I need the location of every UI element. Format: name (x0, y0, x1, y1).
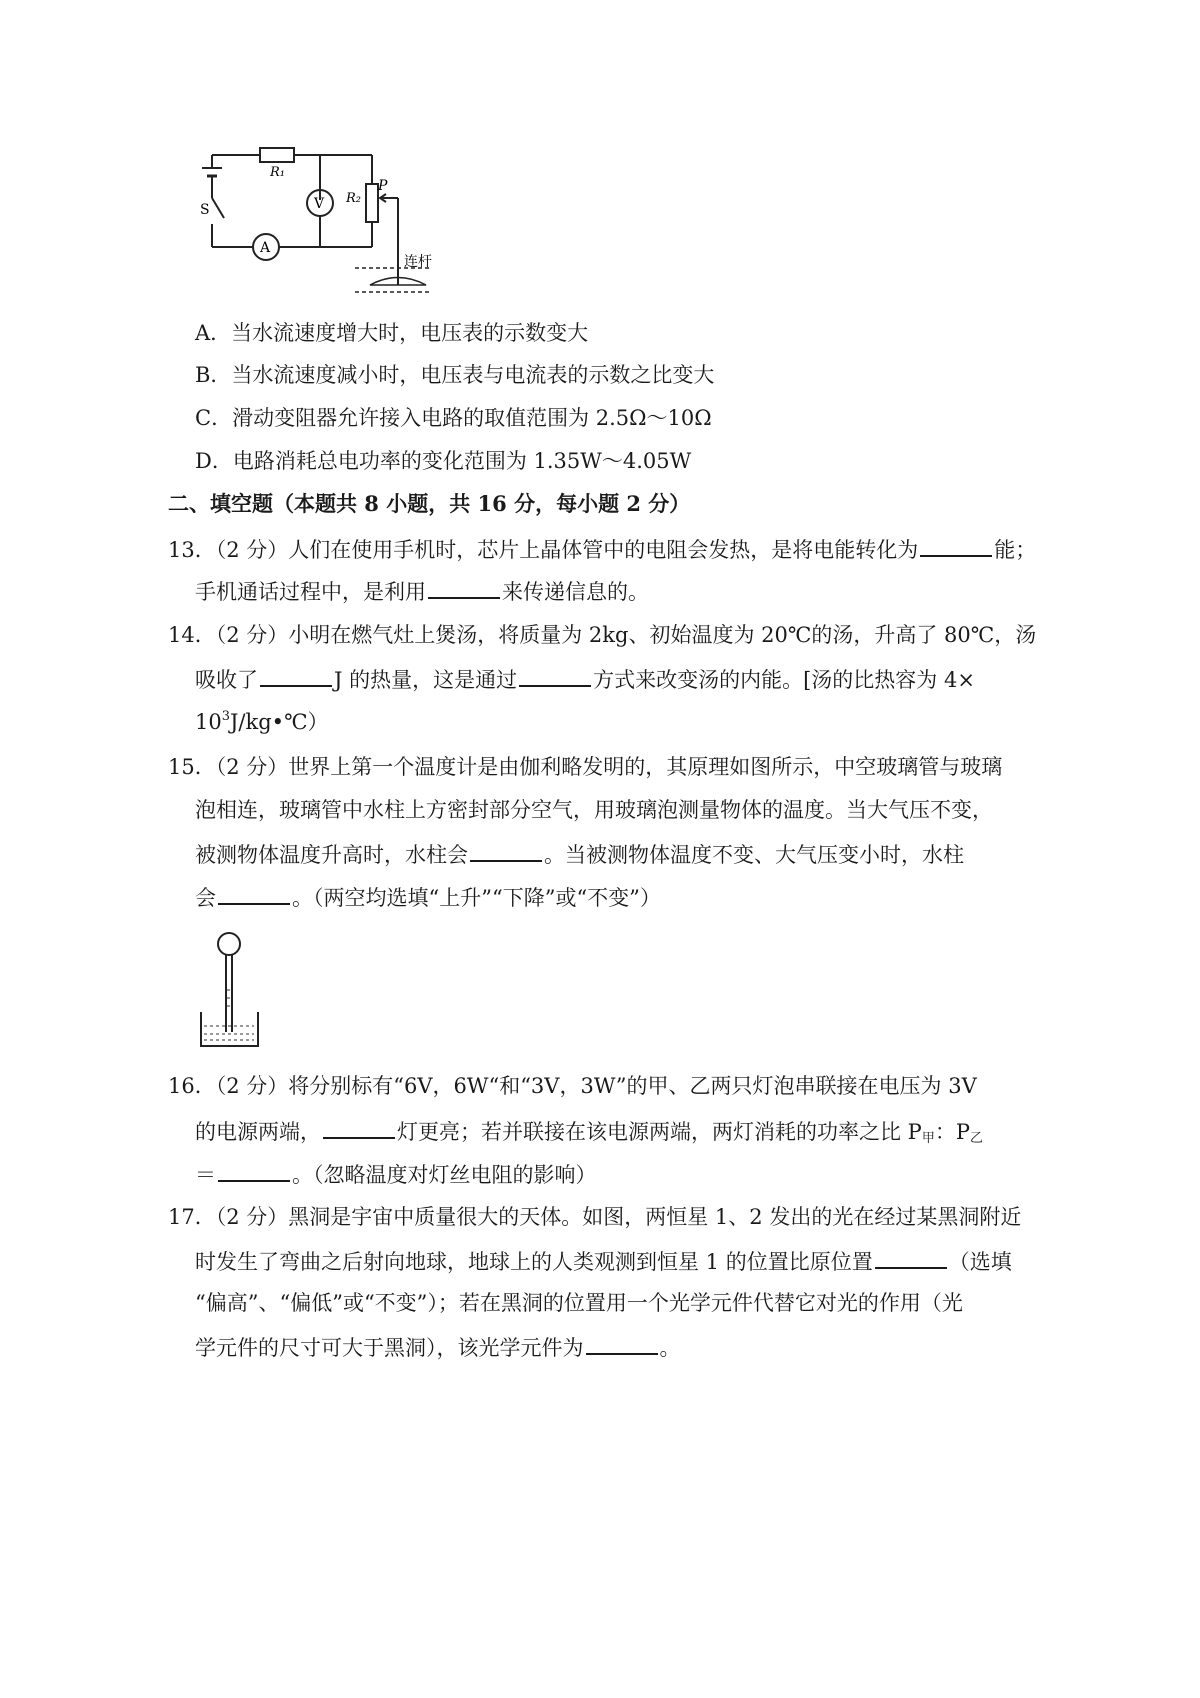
q13-line1 (168, 533, 1036, 565)
q15-text-3: 会 (195, 886, 216, 910)
q15-blank-1[interactable] (470, 838, 542, 862)
circuit-diagram (200, 140, 440, 310)
q14-text-4: 10 (195, 710, 222, 734)
q14-text-2: J 的热量，这是通过 (334, 668, 518, 692)
q15-text-4: 。（两空均选填“上升”“下降”或“不变”） (292, 886, 661, 910)
slider-p-label: P (378, 178, 388, 194)
option-a-key: A． (195, 321, 232, 345)
q17-text-3: 学元件的尺寸可大于黑洞），该光学元件为 (195, 1336, 584, 1360)
q14-blank-1[interactable] (260, 663, 332, 687)
q15-text-1: 被测物体温度升高时，水柱会 (195, 843, 468, 867)
q17-text-4: 。 (659, 1336, 681, 1360)
voltmeter-label: V (314, 196, 325, 212)
q13-text-2: 能； (994, 538, 1037, 562)
q13-blank-2[interactable] (428, 575, 500, 599)
q13-text-1: 13．（2 分）人们在使用手机时，芯片上晶体管中的电阻会发热，是将电能转化为 (168, 538, 919, 562)
q17-line4 (195, 1331, 681, 1363)
q13-text-4: 来传递信息的。 (502, 580, 649, 604)
switch-s-label: S (200, 202, 210, 218)
resistor-r1 (260, 148, 294, 162)
q15-line1: 15．（2 分）世界上第一个温度计是由伽利略发明的，其原理如图所示，中空玻璃管与玻璃 (168, 755, 1003, 779)
q17-blank-1[interactable] (875, 1245, 947, 1269)
q14-line1: 14．（2 分）小明在燃气灶上煲汤，将质量为 2kg、初始温度为 20℃的汤，升高了 80℃，汤 (168, 623, 1037, 647)
rod-label: 连杆 (404, 254, 432, 270)
q16-sub-1: 甲 (921, 1131, 935, 1146)
ammeter-label: A (260, 240, 271, 256)
q13-line2 (195, 575, 649, 607)
section-title: 二、填空题（本题共 8 小题，共 16 分，每小题 2 分） (168, 491, 691, 516)
glass-bulb (218, 933, 240, 955)
q14-line3 (195, 707, 329, 737)
option-d-key: D． (195, 449, 233, 473)
q14-text-1: 吸收了 (195, 668, 258, 692)
q14-blank-2[interactable] (519, 663, 591, 687)
q15-line2: 泡相连，玻璃管中水柱上方密封部分空气，用玻璃泡测量物体的温度。当大气压不变， (195, 798, 993, 822)
q15-line3 (195, 838, 964, 870)
q16-line2 (195, 1115, 983, 1154)
option-b-text: 当水流速度减小时，电压表与电流表的示数之比变大 (231, 363, 715, 387)
q15-blank-2[interactable] (218, 881, 290, 905)
q15-text-2: 。当被测物体温度不变、大气压变小时，水柱 (544, 843, 964, 867)
q14-text-3: 方式来改变汤的内能。[汤的比热容为 4× (593, 668, 975, 692)
q17-text-1: 时发生了弯曲之后射向地球，地球上的人类观测到恒星 1 的位置比原位置 (195, 1250, 873, 1274)
option-c (195, 403, 712, 433)
q15-line4 (195, 881, 661, 913)
q16-text-3: ：P (934, 1120, 970, 1144)
q17-line1: 17．（2 分）黑洞是宇宙中质量很大的天体。如图，两恒星 1、2 发出的光在经过某黑洞附近 (168, 1205, 1022, 1229)
q16-blank-1[interactable] (323, 1115, 395, 1139)
q16-sub-2: 乙 (969, 1131, 983, 1146)
option-d (195, 446, 691, 476)
q14-text-5: J/kg•℃） (230, 710, 329, 734)
q16-blank-2[interactable] (218, 1158, 290, 1182)
q16-text-4: ＝ (195, 1163, 216, 1187)
q16-text-5: 。（忽略温度对灯丝电阻的影响） (292, 1163, 597, 1187)
q17-text-2: （选填 (948, 1250, 1012, 1274)
q17-line3: “偏高”、“偏低”或“不变”）；若在黑洞的位置用一个光学元件代替它对光的作用（光 (195, 1291, 963, 1315)
option-b-key: B． (195, 363, 232, 387)
option-a-text: 当水流速度增大时，电压表的示数变大 (231, 321, 589, 345)
q13-blank-1[interactable] (920, 533, 992, 557)
q16-text-1: 的电源两端， (195, 1120, 321, 1144)
option-a (195, 318, 588, 348)
q14-exponent: 3 (221, 709, 231, 724)
option-c-text: 滑动变阻器允许接入电路的取值范围为 2.5Ω～10Ω (232, 406, 712, 430)
q17-blank-2[interactable] (586, 1331, 658, 1355)
q13-text-3: 手机通话过程中，是利用 (195, 580, 426, 604)
q16-line3 (195, 1158, 597, 1190)
q16-text-2: 灯更亮；若并联接在该电源两端，两灯消耗的功率之比 P (397, 1120, 922, 1144)
resistor-r2 (366, 184, 378, 222)
option-b (195, 360, 714, 390)
q16-line1: 16．（2 分）将分别标有“6V，6W“和“3V，3W”的甲、乙两只灯泡串联接在电压为 3V (168, 1074, 977, 1098)
option-c-key: C． (195, 406, 233, 430)
thermometer-diagram (196, 930, 266, 1052)
r1-label: R₁ (270, 165, 285, 180)
option-d-text: 电路消耗总电功率的变化范围为 1.35W～4.05W (232, 449, 692, 473)
q14-line2 (195, 663, 975, 695)
r2-label: R₂ (346, 191, 361, 206)
q17-line2 (195, 1245, 1012, 1277)
